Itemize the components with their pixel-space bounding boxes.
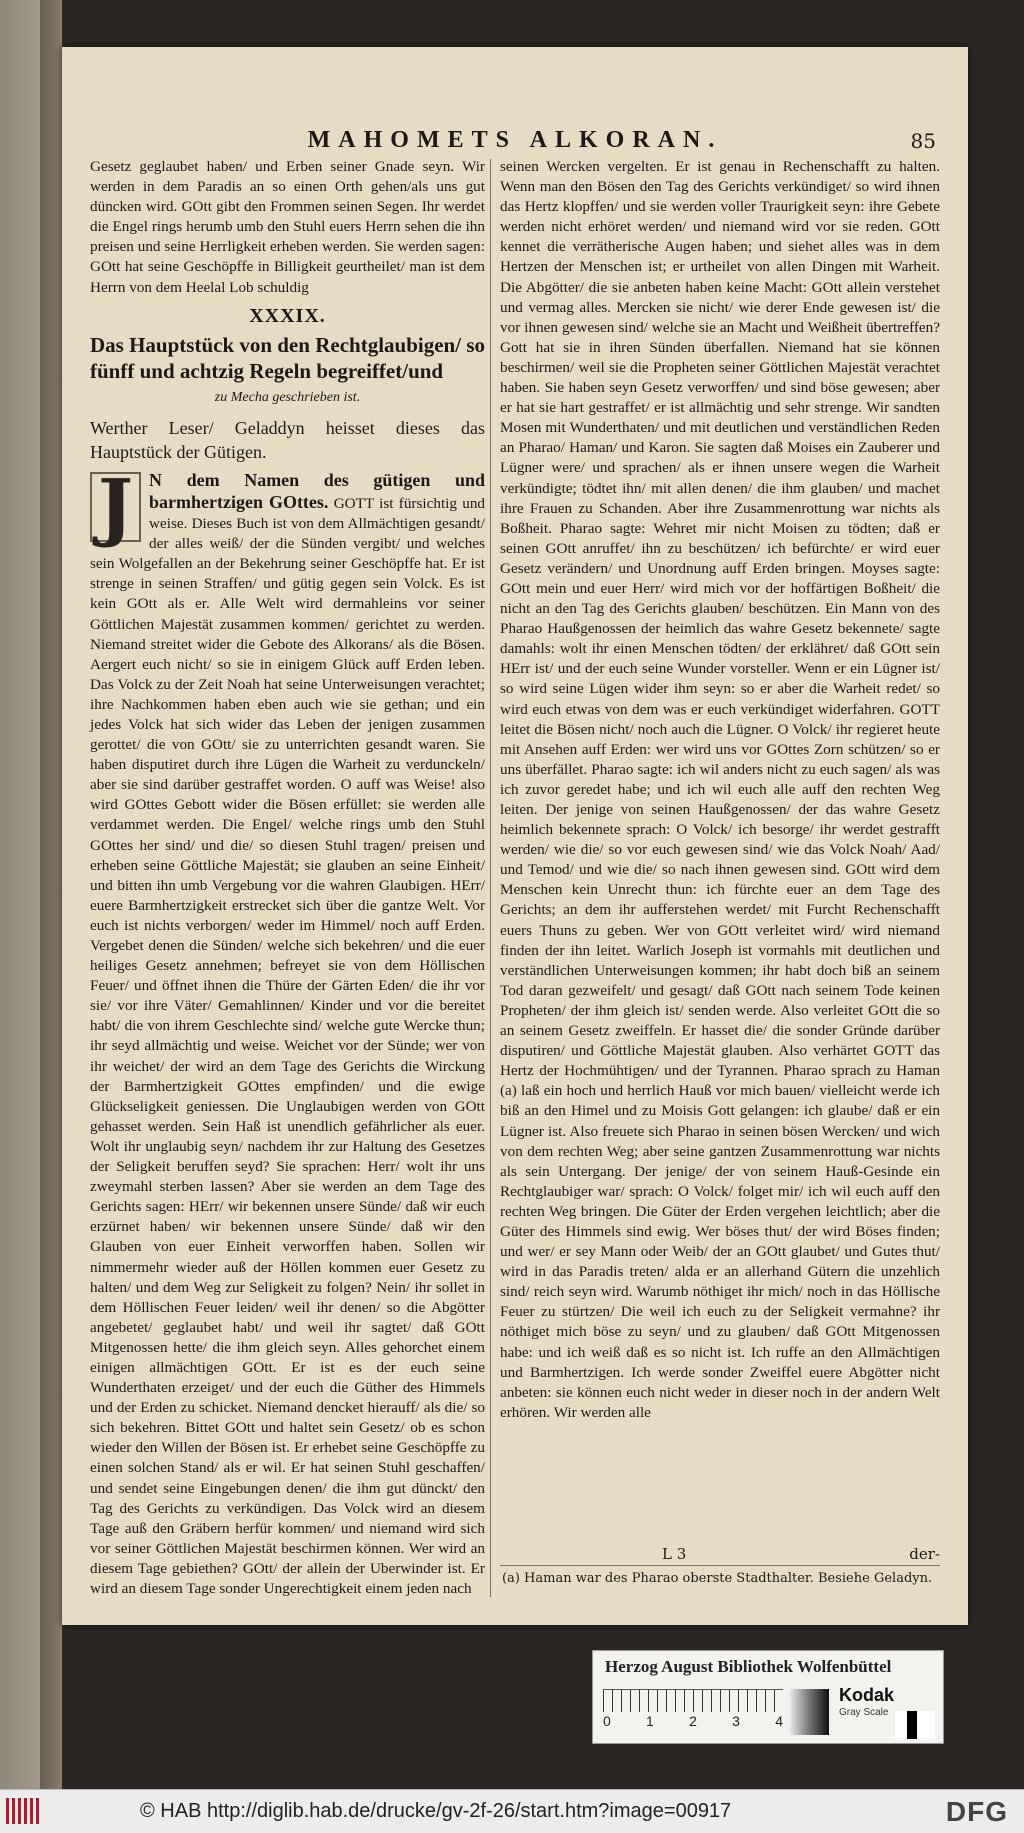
signature-mark: L 3	[662, 1545, 687, 1563]
scale-ruler	[603, 1689, 783, 1712]
left-column	[90, 157, 485, 1599]
chapter-subheading: zu Mecha geschrieben ist.	[214, 389, 361, 405]
gray-scale-label: Gray Scale	[839, 1707, 889, 1718]
hab-logo-icon	[6, 1798, 42, 1824]
chapter-body	[90, 463, 486, 1599]
chapter-opening: N dem Namen des gütigen und barmhertzigen GOttes.	[149, 469, 485, 512]
ruler-label: 1	[646, 1713, 654, 1729]
chapter-heading: Das Hauptstück von den Rechtglaubigen/ so fünff und achtzig Regeln begreiffet/und	[90, 332, 485, 383]
footer-bar	[0, 1789, 1024, 1833]
dropcap-initial: J	[90, 472, 141, 542]
page-header	[92, 125, 938, 159]
ruler-label: 3	[732, 1713, 740, 1729]
ruler-labels	[603, 1713, 783, 1729]
page-number: 85	[910, 129, 936, 153]
column-divider	[490, 159, 491, 1597]
ruler-label: 0	[603, 1713, 611, 1729]
running-title: MAHOMETS ALKORAN.	[307, 127, 723, 153]
top-paragraph: Gesetz geglaubet haben/ und Erben seiner Gnade seyn. Wir werden in dem Paradis an so einen Orth gehen/als uns gut düncken wird. GOtt gibt den Frommen seinen Segen. Ihr werdet die Engel rings herumb umb den Stuhl euers Herrn sehen die ihn preisen und seine Herrligkeit erheben werden. Sie werden sagen: GOtt hat seine Geschöpffe in Billigkeit geurtheilet/ man ist dem Herrn von dem Heelal Lob schuldig	[90, 158, 485, 296]
right-body-text: seinen Wercken vergelten. Er ist genau in Rechenschafft zu halten. Wenn man den Bösen den Tag des Gerichts verkündiget/ so wird ihnen das Hertz klopffen/ und sie werden voller Traurigkeit seyn: ihre Gebete werden nicht erhöret werden/ und niemand wird vor sie reden. GOtt kennet die verrätherische Augen haben; und siehet alles was in dem Hertzen der Menschen ist; er urtheilet von allen Dingen mit Warheit. Die Abgötter/ die sie anbeten haben keine Macht: GOtt allein verstehet und vermag alles. Mercken sie nicht/ wie derer Ende gewesen ist/ die vor ihnen gewesen sind/ welche sie an Macht und Weißheit übertreffen? Gott hat sie in ihren Sünden überfallen. Niemand hat sie können beschirmen/ weil sie die Propheten seiner Göttlichen Majestät verachtet haben. Sie haben seyn Gesetz verworffen/ und sind böse gewesen; aber er hat sie hart gestraffet/ er ist allmächtig und sehr strenge. Wir sandten Mosen mit Wunderthaten/ und mit deutlichen und verständlichen Reden an Pharao/ Haman/ und Karon. Sie sagten daß Moises ein Zauberer und Lügner were/ und sprachen/ als er ihnen unsere wegen die Warheit verkündigte; tödtet ihn/ mit allen denen/ die ihm glauben/ und machet ihre Frauen zu Schanden. Aber ihre Zusammenrottung war nichts als Boßheit. Pharao sagte: Wehret mir nicht Moisen zu tödten; daß er seinen GOtt anruffet/ ihn zu beschützen/ ich befürchte/ er wird euer Gesetz verändern/ und Unordnung auff Erden bringen. Moyses sagte: GOtt mein und euer Herr/ wird mich vor der hoffärtigen Boßheit/ die nicht an den Tag des Gerichts glauben/ beschützen. Ein Mann von des Pharao Haußgenossen der heimlich das wahre Gesetz bekennete/ sagte damahls: wolt ihr einen Menschen tödten/ der erklähret/ daß GOtt sein HErr ist/ und der euch seine Wunder vorsteller. Wenn er ein Lügner ist/ so wird seine Lügen wider ihm seyn: so er aber die Warheit redet/ so wird euch etwas von dem was er euch verkündiget widerfahren. GOTT leitet die Bösen nicht/ noch auch die Lügner. O Volck/ ihr regieret heute mit Ansehen auff Erden: wer wird uns vor GOttes Zorn schützen/ so er uns überfället. Pharao sagte: ich wil anders nicht zu euch sagen/ als was ich zuvor geredet habe; und ich wil euch alle auff den rechten Weg leiten. Der jenige von seinen Haußgenossen/ der das wahre Gesetz heimlich bekennete sprach: O Volck/ ich besorge/ ihr werdet gestrafft werden/ wie die/ so vor euch gewesen sind/ wie das Volck Noah/ Aad/ und Temod/ und wie die/ so nach ihnen gewesen sind. GOtt wird dem Menschen kein Unrecht thun: ich fürchte euer an dem Tage des Gerichts; an dem ihr aufferstehen werdet/ mit Furcht Rechenschafft euers Thuns zu geben. Wer von GOtt verleitet wird/ wird niemand finden der ihn leitet. Warlich Joseph ist vormahls mit deutlichen und verständlichen Unterweisungen kommen; ihr habt doch biß an seinem Tod daran gezweifelt/ und gesagt/ daß GOtt nach seinem Tode keinen Propheten/ der ihm gleich ist/ senden werde. Also verleitet GOtt die so an seinem Gesetz zweiffeln. Er hasset die/ die sonder Gründe darüber disputiren/ und Göttliche Majestät glauben. Also verhärtet GOTT das Hertz der Hochmühtigen/ und der Tyrannen. Pharao sprach zu Haman (a) laß ein hoch und herrlich Hauß vor mich bauen/ vielleicht werde ich biß an den Himel und zu Moisis Gott gelangen: ich glaube/ daß er ein Lügner ist. Also freuete sich Pharao in seinen bösen Wercken/ und wich von dem rechten Weg; aber seine gantzen Zusammenrottung war nichts als sein Untergang. Der jenige/ der von seinem Hauß-Gesinde ein Rechtglaubiger war/ sprach: O Volck/ folget mir/ ich wil euch auff den rechten Weg bringen. Die Güter der Erden vergehen leichtlich; aber die Güter des Himmels sind ewig. Wer böses thut/ der wird Böses finden; und wer/ er sey Mann oder Weib/ der an GOtt glaubet/ und Gutes thut/ wird in das Paradis treten/ alda er an allerhand Gütern die unzehlich sind/ reich seyn wird. Warumb nöthiget ihr mich/ noch in das Höllische Feuer zu stürtzen/ Die weil ich euch zu der Seligkeit vermahne? ihr nöthiget mich böse zu seyn/ und zu glauben/ daß GOtt Mitgenossen habe: und ich weiß daß es so nicht ist. Ich ruffe an den Allmächtigen und Barmhertzigen. Ich werde sonder Zweiffel euere Abgötter nicht anbeten: sie können euch nicht weder in dieser noch in der andern Welt erhören. Wir werden alle	[500, 158, 940, 1421]
right-column	[500, 157, 940, 1423]
catchword: der-	[909, 1545, 940, 1563]
ruler-label: 2	[689, 1713, 697, 1729]
book-spine	[0, 0, 40, 1790]
chapter-body-text: GOTT ist fürsichtig und weise. Dieses Buch ist von dem Allmächtigen gesandt/ der alles weiß/ der die Sünden vergibt/ und welches sein Wolgefallen an der Bekehrung seiner Geschöpffe hat. Er ist strenge in seinen Straffen/ und gütig gegen sein Volck. Es ist kein GOtt als er. Alle Welt wird dermahleins vor seiner Göttlichen Majestät zusammen kommen/ gerichtet zu werden. Niemand streitet wider die Gebote des Alkorans/ als die Bösen. Aergert euch nicht/ so sie in einigem Glück auff Erden leben. Das Volck zu der Zeit Noah hat seine Unterweisungen verachtet; ihre Nachkommen haben eben auch wie sie gethan; und ein jedes Volck hat sich wider das Leben der jenigen zusammen gerottet/ die von GOtt/ sie zu unterrichten gesandt waren. Sie haben disputiret durch ihre Lügen die Warheit zu verdunckeln/ aber sie sind darüber gestraffet worden. O auff was Weise! also wird GOttes Gebott wider die Bösen erfüllet: sie werden alle verdammet werden. Die Engel/ welche rings umb den Stuhl GOttes her sind/ und die/ so diesen Stuhl tragen/ preisen und erheben seine Göttliche Majestät; sie glauben an seine Einheit/ und bitten ihn umb Vergebung vor die wahren Glaubigen. HErr/ euere Barmhertzigkeit erstrecket sich über die gantze Welt. Vor euch ist nichts verborgen/ weder im Himmel/ noch auff Erden. Vergebet denen die Sünden/ welche sich bekehren/ und die euer heiliges Gesetz annehmen; befreyet sie von dem Höllischen Feuer/ und öffnet ihnen die Thüre der Gärten Eden/ die ihr vor sie/ vor ihre Väter/ Gemahlinnen/ Kinder und vor die bereitet habt/ die von ihrem Geschlechte sind/ welche gute Wercke thun; ihr seyd allmächtig und weise. Weichet vor der Sünde; wer von ihr weichet/ der wird an dem Tage des Gerichts die Wirckung der Barmhertzigkeit GOttes empfinden/ und die ewige Glückseligkeit geniessen. Die Unglaubigen werden von GOtt gehasset werden. Sein Haß ist unendlich gefährlicher als euer. Wolt ihr unglaubig seyn/ nachdem ihr zur Haltung des Gesetzes der Seligkeit beruffen seyd? Sie sprachen: Herr/ wolt ihr uns zweymahl sterben lassen? Aber sie werden an dem Tage des Gerichts sagen: HErr/ wir bekennen unsere Sünde/ daß wir euch erzürnet haben/ wir bekennen unsere Sünde/ daß wir den Glauben von euer Einheit verworffen haben. Sollen wir nimmermehr wieder auß der Höllen kommen euer Gesetz zu halten/ und dem Weg zur Seligkeit zu folgen? Nein/ ihr sollet in dem Höllischen Feuer leiden/ weil ihr denen/ so die Abgötter angebetet/ geglaubet habt/ und weil ihr sagtet/ daß GOtt Mitgenossen hette/ die ihm gleich seyn. Alles gehorchet einem einigen allmächtigen GOtt. Er ist es der euch seine Wunderthaten erzeiget/ und der euch die Güther des Himmels und der Erden zu schicket. Niemand dencket hierauff/ als die/ so sich bekehren. Bittet GOtt und haltet sein Gesetz/ ob es schon wieder den Willen der Bösen ist. Er erhebet seine Geschöpffe zu einen solchen Stand/ als er wil. Er hat seinen Stuhl geschaffen/ und sendet seine Eingebungen denen/ die ihm gut dünckt/ den Tag des Gerichts zu verkündigen. Das Volck wird an diesem Tage auß den Gräbern herfür kommen/ und niemand wird sich vor seiner Göttlichen Majestät beschirmen können. Wer wird an diesem Tage gebiethen? GOtt/ der allein der Uberwinder ist. Er wird an diesem Tage sonder Ungerechtigkeit einem jeden nach	[90, 494, 486, 1597]
source-link[interactable]: © HAB http://diglib.hab.de/drucke/gv-2f-26/start.htm?image=00917	[140, 1800, 732, 1822]
footnote: (a) Haman war des Pharao oberste Stadthalter. Besiehe Geladyn.	[502, 1571, 933, 1586]
gray-chip	[895, 1711, 935, 1739]
kodak-logo: Kodak	[839, 1685, 895, 1705]
color-calibration-card	[592, 1650, 944, 1744]
chapter-number: XXXIX.	[249, 304, 326, 327]
book-page	[62, 47, 968, 1625]
footnote-divider	[500, 1565, 940, 1566]
chapter-intro: Werther Leser/ Geladdyn heisset dieses das Hauptstück der Gütigen.	[90, 417, 485, 462]
ruler-label: 4	[775, 1713, 783, 1729]
gray-gradient	[789, 1689, 829, 1735]
library-name: Herzog August Bibliothek Wolfenbüttel	[605, 1657, 892, 1676]
dfg-logo: DFG	[945, 1796, 1008, 1827]
